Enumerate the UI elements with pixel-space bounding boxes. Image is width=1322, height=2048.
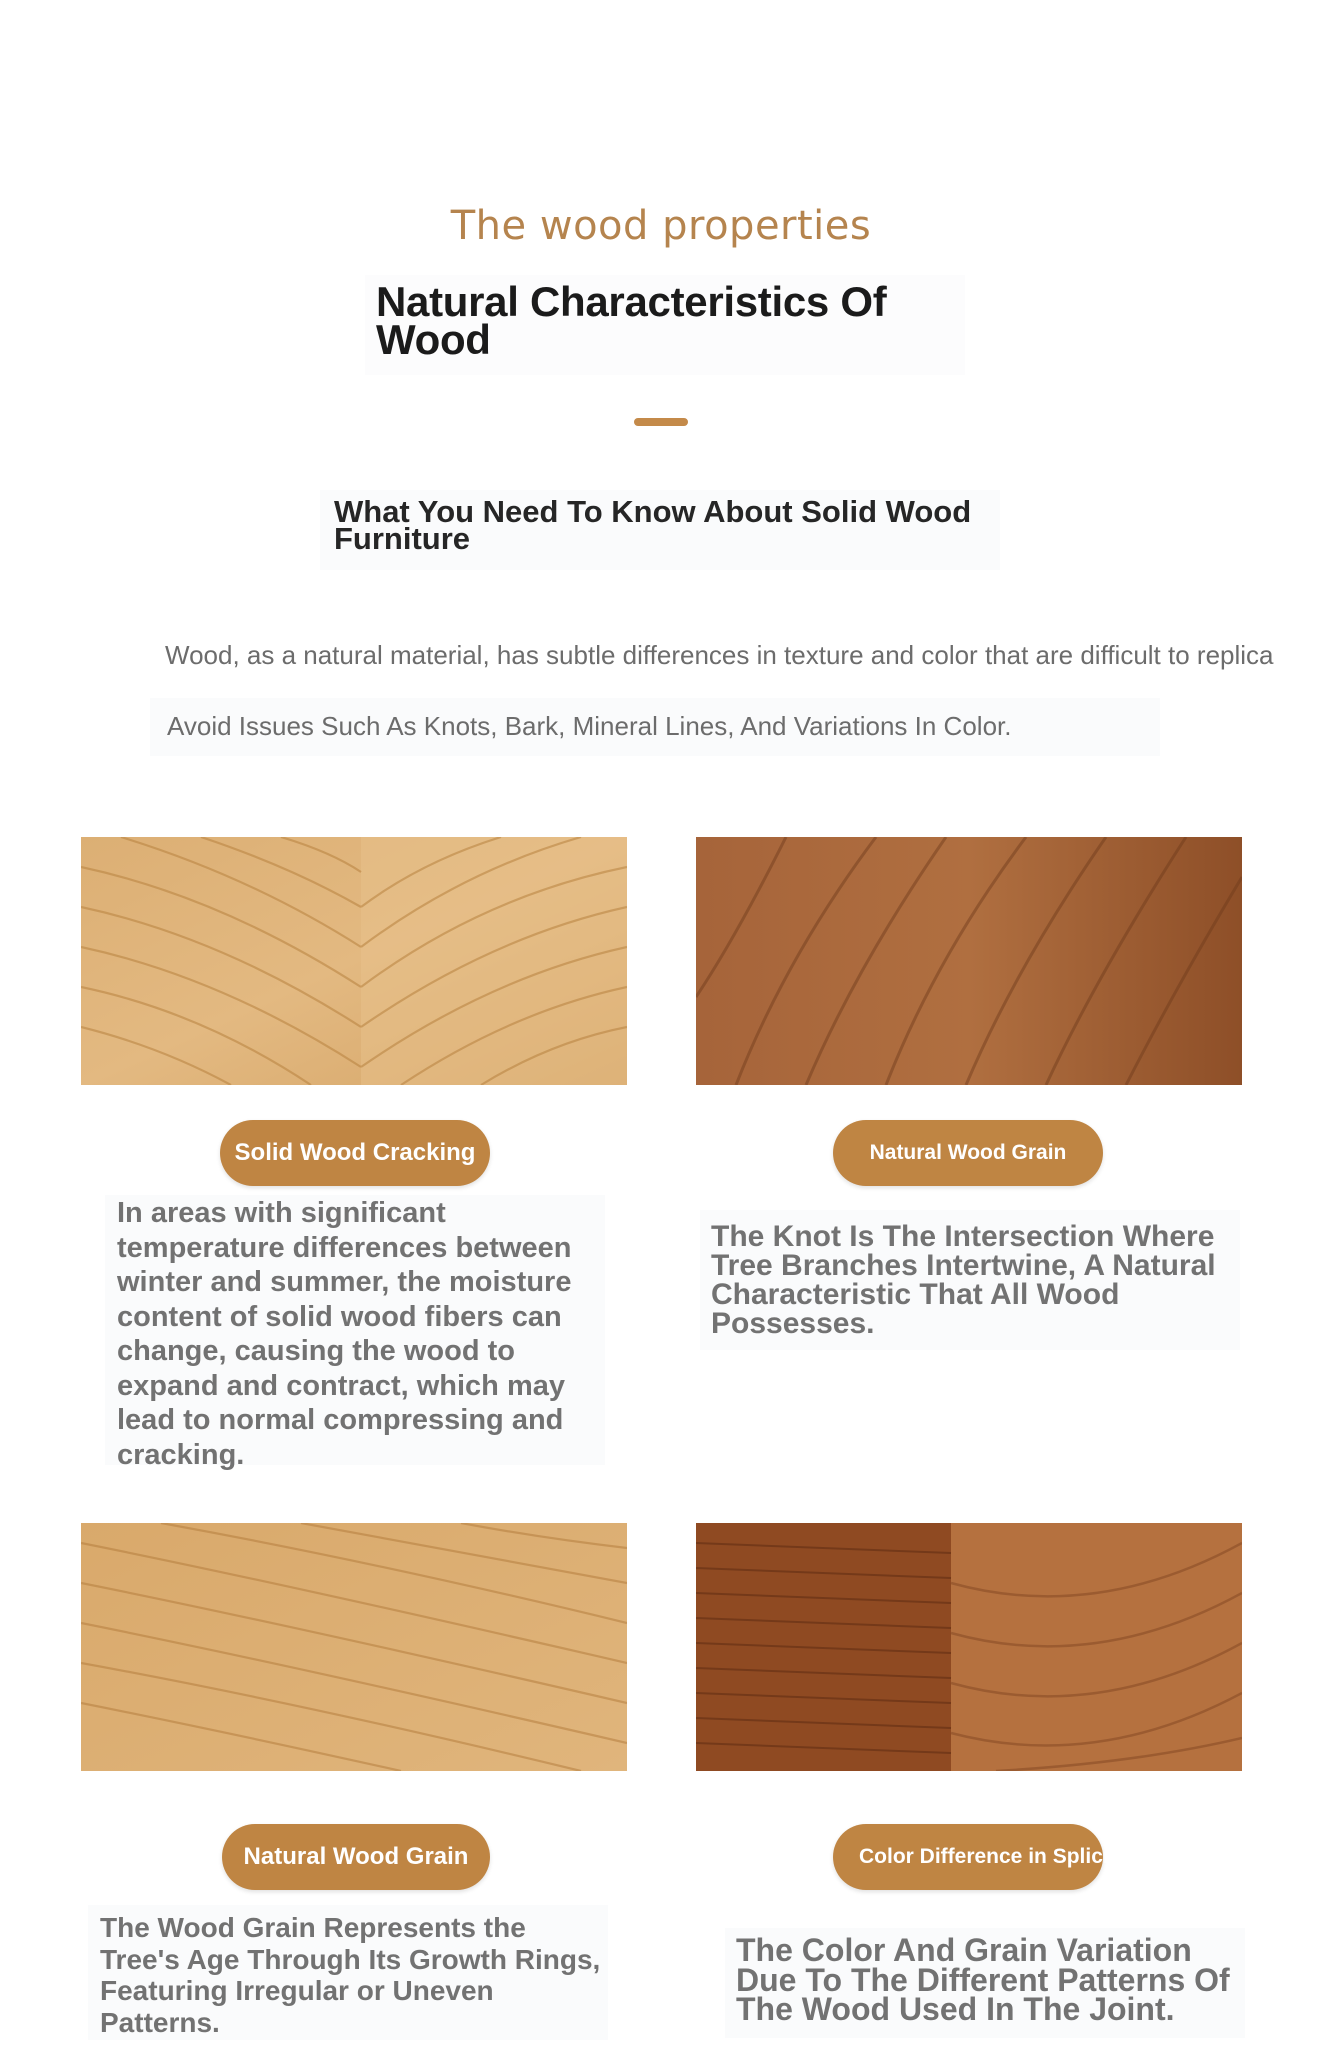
desc-natural-wood-grain-rings: The Wood Grain Represents the Tree's Age Through Its Growth Rings, Featuring Irregular or Uneven Patterns.	[100, 1912, 601, 2038]
label-solid-wood-cracking: Solid Wood Cracking	[220, 1120, 490, 1186]
wood-photo-grain	[81, 1523, 627, 1771]
wood-photo-cracking	[81, 837, 627, 1085]
section-eyebrow: The wood properties	[450, 203, 872, 249]
label-natural-wood-grain-rings: Natural Wood Grain	[222, 1824, 490, 1890]
desc-natural-wood-grain-knot: The Knot Is The Intersection Where Tree Branches Intertwine, A Natural Characteristic That All Wood Possesses.	[711, 1220, 1216, 1340]
wood-photo-splicing	[696, 1523, 1242, 1771]
desc-color-difference-splicing: The Color And Grain Variation Due To The Different Patterns Of The Wood Used In The Joint.	[736, 1932, 1230, 2027]
intro-line-1: Wood, as a natural material, has subtle differences in texture and color that are difficult to replica	[165, 640, 1274, 670]
label-color-difference-splicing: Color Difference in Splicing	[833, 1824, 1103, 1890]
wood-photo-knot	[696, 837, 1242, 1085]
intro-line-2: Avoid Issues Such As Knots, Bark, Mineral Lines, And Variations In Color.	[167, 711, 1012, 741]
desc-solid-wood-cracking: In areas with significant temperature differences between winter and summer, the moisture content of solid wood fibers can change, causing the wood to expand and contract, which may lead to normal compressing and cracking.	[117, 1197, 572, 1471]
label-natural-wood-grain-knot: Natural Wood Grain	[833, 1120, 1103, 1186]
page-title: Natural Characteristics Of Wood	[376, 278, 887, 363]
accent-divider	[634, 418, 688, 426]
section-subtitle: What You Need To Know About Solid Wood Furniture	[334, 494, 972, 556]
